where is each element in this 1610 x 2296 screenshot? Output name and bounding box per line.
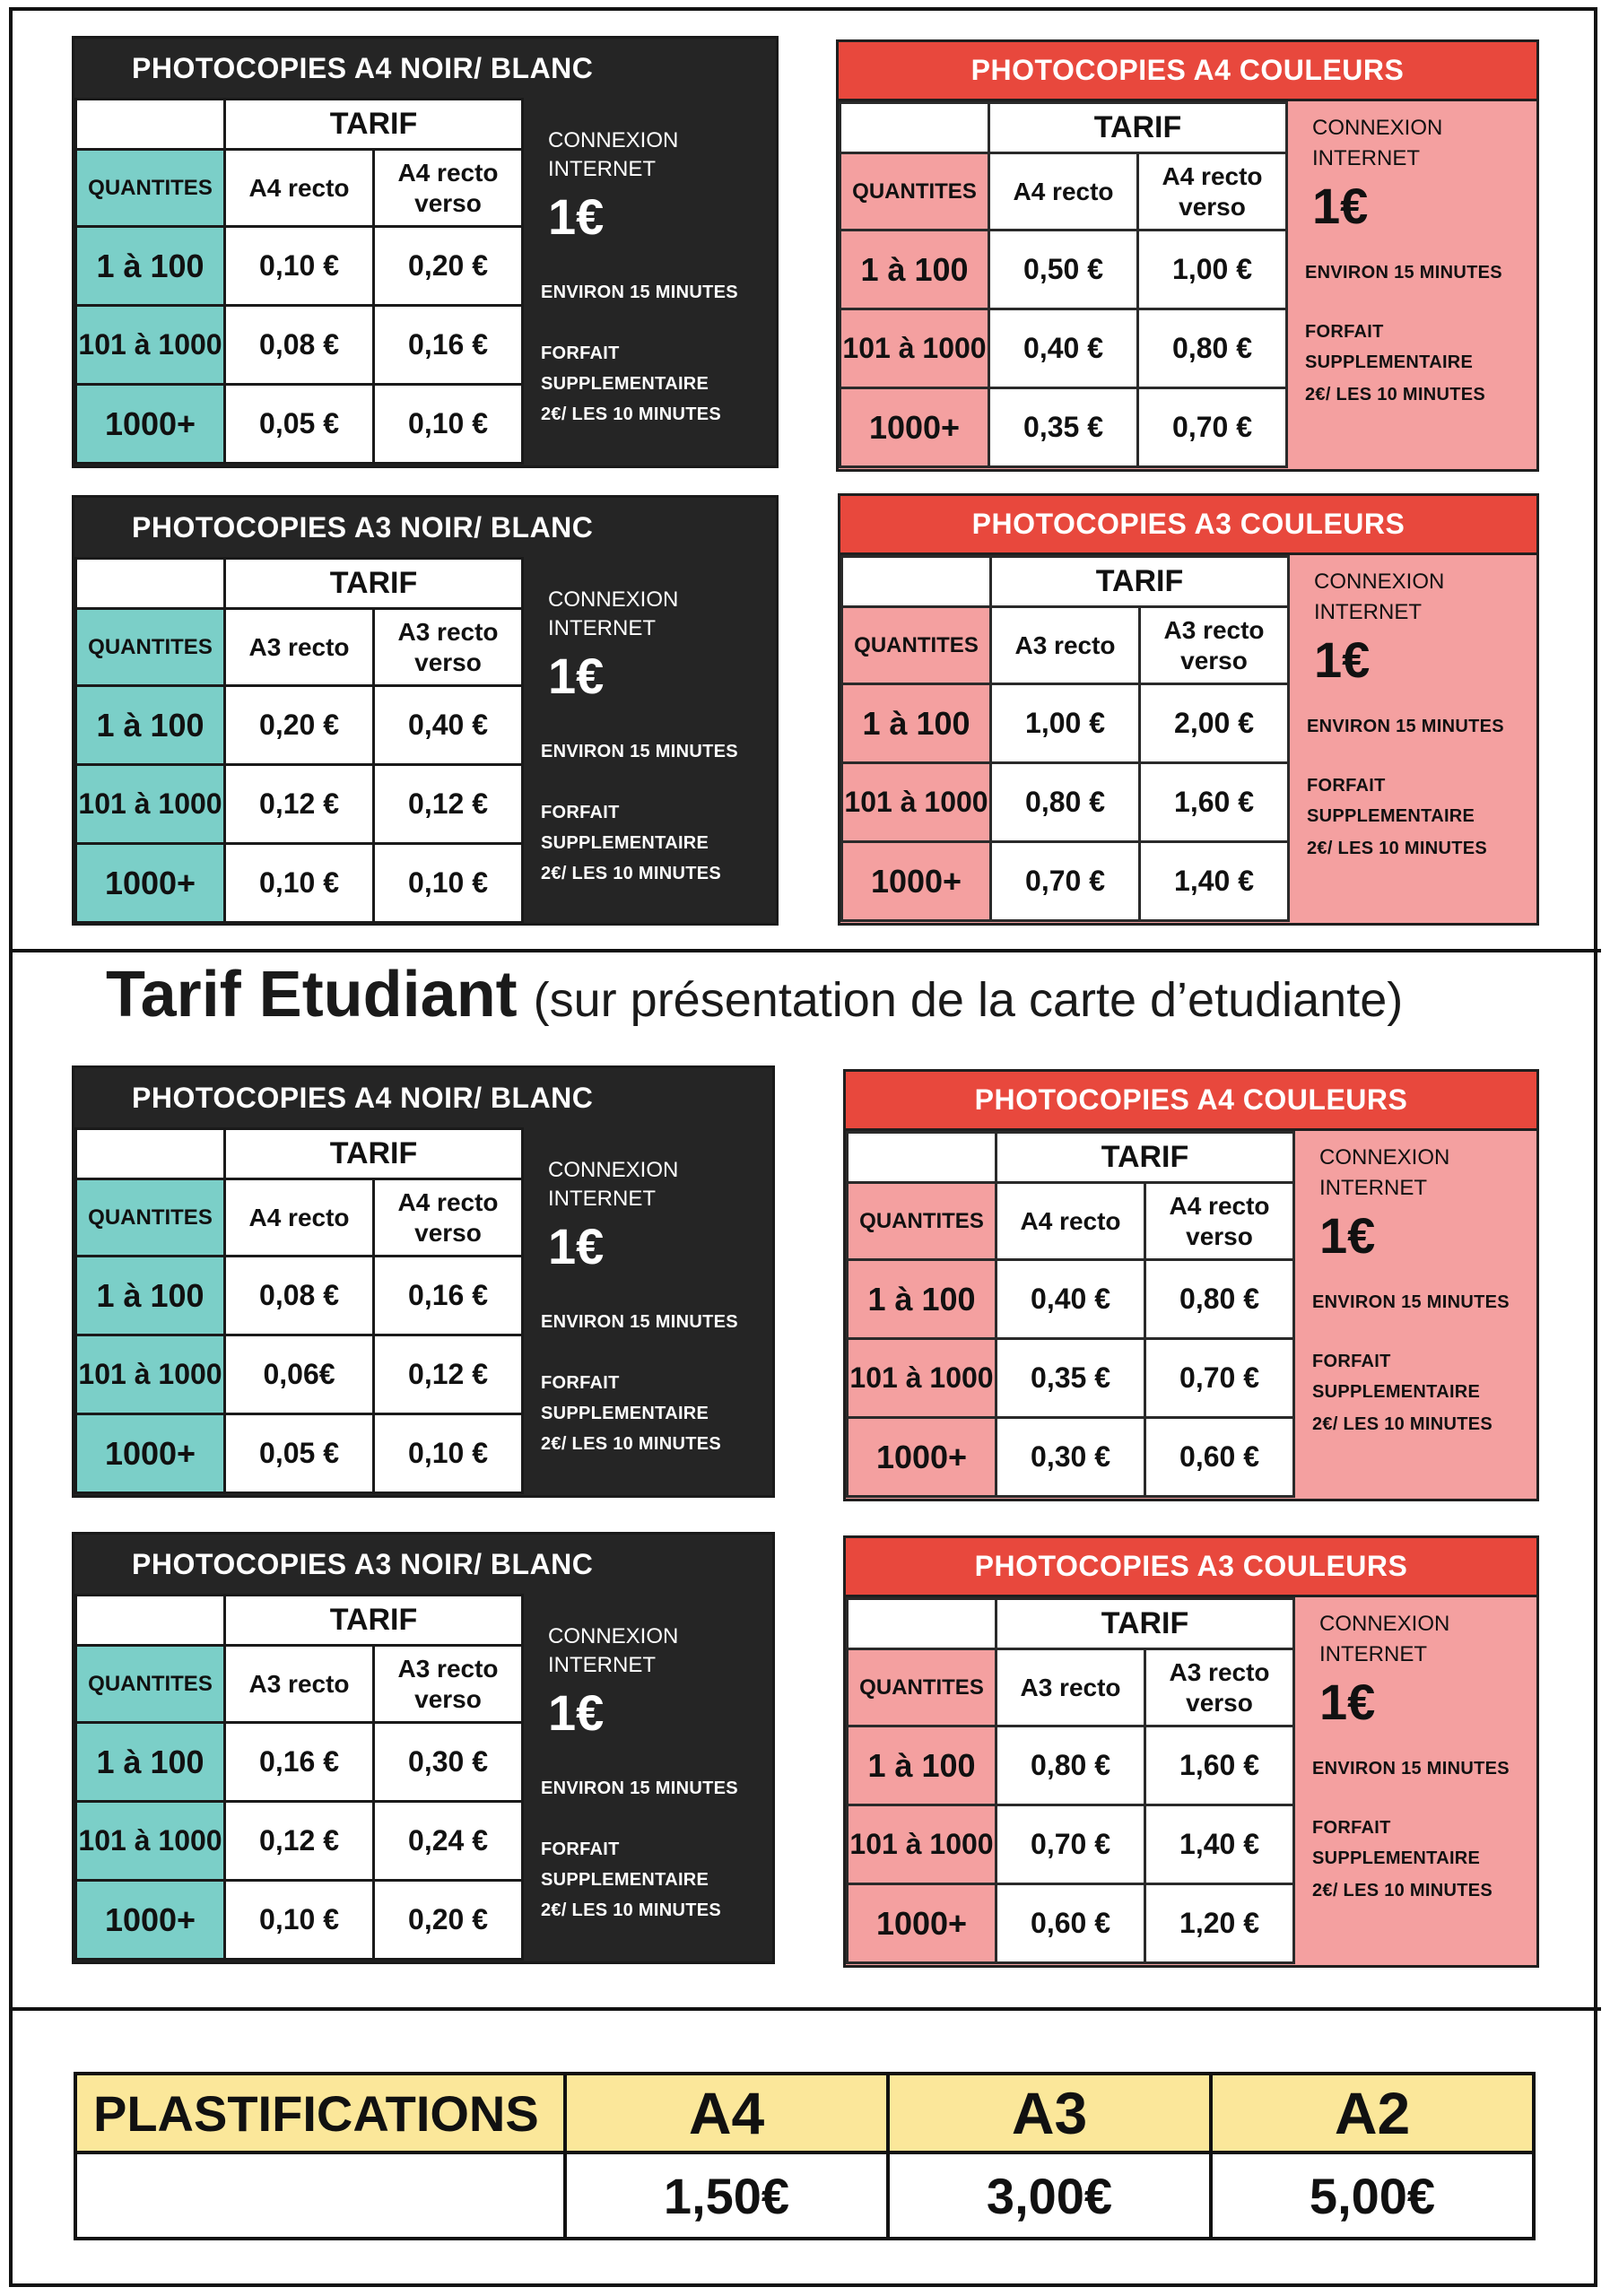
price-recto: 0,16 € [225,1723,374,1802]
price-recto-verso: 1,60 € [1145,1726,1294,1805]
plast-format-a4: A4 [565,2074,888,2152]
col-header-recto: A4 recto [225,1179,374,1257]
forfait-label: FORFAIT [541,344,620,363]
tarif-table [839,101,1288,468]
price-recto-verso: 1,40 € [1140,842,1289,921]
quantity-cell: 101 à 1000 [76,1335,225,1414]
internet-label: INTERNET [548,1653,656,1677]
student-subtitle: (sur présentation de la carte d’etudiante) [533,973,1404,1027]
price-recto-verso: 0,20 € [374,227,523,306]
price-recto: 0,70 € [991,842,1140,921]
forfait-price-label: 2€/ LES 10 MINUTES [541,1900,722,1920]
connexion-panel [521,98,776,465]
price-block-student-a3_nb [72,1532,775,1964]
supplementaire-label: SUPPLEMENTAIRE [1312,1848,1481,1868]
price-recto-verso: 0,70 € [1145,1339,1294,1418]
quantity-cell: 1000+ [842,842,991,921]
quantity-cell: 101 à 1000 [848,1805,996,1884]
block-title: PHOTOCOPIES A3 COULEURS [846,1538,1536,1597]
col-header-recto: A3 recto [991,607,1140,684]
quantites-header: QUANTITES [848,1649,996,1726]
supplementaire-label: SUPPLEMENTAIRE [541,374,709,394]
col-header-recto-verso: A3 recto verso [1140,607,1289,684]
connexion-label: CONNEXION [548,1624,679,1648]
supplementaire-label: SUPPLEMENTAIRE [1305,352,1474,372]
col-header-recto: A4 recto [996,1183,1145,1260]
block-title: PHOTOCOPIES A3 COULEURS [840,496,1536,555]
environ-label: ENVIRON 15 MINUTES [541,742,738,761]
price-recto-verso: 0,80 € [1138,309,1287,388]
col-header-recto-verso: A4 recto verso [1138,153,1287,230]
quantity-cell: 101 à 1000 [840,309,989,388]
col-header-recto-verso: A4 recto verso [374,150,523,227]
price-block-student-a4_nb [72,1065,775,1498]
col-header-recto: A3 recto [225,1646,374,1723]
quantity-cell: 101 à 1000 [842,763,991,842]
quantity-cell: 101 à 1000 [76,765,225,844]
price-recto-verso: 1,00 € [1138,230,1287,309]
connexion-panel [521,1127,772,1495]
forfait-label: FORFAIT [541,803,620,822]
block-title: PHOTOCOPIES A3 NOIR/ BLANC [132,510,594,544]
supplementaire-label: SUPPLEMENTAIRE [541,1404,709,1423]
block-title: PHOTOCOPIES A4 COULEURS [846,1072,1536,1131]
environ-label: ENVIRON 15 MINUTES [1312,1292,1510,1312]
connexion-price: 1€ [548,188,605,245]
connexion-label: CONNEXION [1312,116,1443,140]
col-header-recto: A3 recto [225,609,374,686]
forfait-label: FORFAIT [1312,1352,1391,1371]
price-recto: 0,30 € [996,1418,1145,1497]
blank-cell [842,557,991,607]
price-recto: 0,20 € [225,686,374,765]
plast-price-a3: 3,00€ [888,2152,1211,2239]
quantity-cell: 1000+ [76,385,225,464]
connexion-label: CONNEXION [548,128,679,152]
tarif-table [74,98,524,465]
student-section-title [106,958,1403,1031]
price-recto: 0,08 € [225,1257,374,1335]
connexion-price: 1€ [1319,1207,1376,1264]
price-recto: 0,70 € [996,1805,1145,1884]
quantity-cell: 1000+ [840,388,989,467]
connexion-label: CONNEXION [1319,1612,1450,1636]
quantity-cell: 1 à 100 [842,684,991,763]
price-recto-verso: 1,20 € [1145,1884,1294,1963]
forfait-price-label: 2€/ LES 10 MINUTES [541,404,722,424]
tarif-header: TARIF [991,557,1289,607]
blank-cell [76,1129,225,1179]
environ-label: ENVIRON 15 MINUTES [541,283,738,302]
price-recto: 0,35 € [989,388,1138,467]
quantites-header: QUANTITES [76,150,225,227]
forfait-label: FORFAIT [1307,776,1386,796]
plastifications-table [74,2072,1536,2240]
price-recto: 0,06€ [225,1335,374,1414]
price-recto-verso: 1,40 € [1145,1805,1294,1884]
price-recto: 0,10 € [225,844,374,923]
tarif-header: TARIF [225,1129,523,1179]
plast-price-a4: 1,50€ [565,2152,888,2239]
price-recto: 0,50 € [989,230,1138,309]
quantity-cell: 1000+ [76,1881,225,1960]
blank-cell [76,1596,225,1646]
tarif-header: TARIF [225,1596,523,1646]
quantites-header: QUANTITES [76,609,225,686]
tarif-table [74,557,524,924]
tarif-table [846,1131,1295,1498]
internet-label: INTERNET [548,157,656,181]
price-recto: 0,10 € [225,1881,374,1960]
internet-label: INTERNET [1319,1176,1427,1200]
price-recto-verso: 0,10 € [374,844,523,923]
col-header-recto-verso: A4 recto verso [1145,1183,1294,1260]
price-recto-verso: 0,60 € [1145,1418,1294,1497]
price-recto: 0,05 € [225,385,374,464]
price-recto-verso: 0,70 € [1138,388,1287,467]
environ-label: ENVIRON 15 MINUTES [541,1779,738,1798]
price-block-standard-a3_col [838,493,1539,926]
price-recto-verso: 2,00 € [1140,684,1289,763]
quantites-header: QUANTITES [76,1179,225,1257]
price-recto: 0,40 € [989,309,1138,388]
forfait-price-label: 2€/ LES 10 MINUTES [1312,1414,1493,1434]
tarif-header: TARIF [996,1133,1294,1183]
price-block-standard-a4_col [836,39,1539,472]
plast-format-a2: A2 [1211,2074,1534,2152]
price-recto: 0,12 € [225,1802,374,1881]
price-recto-verso: 0,40 € [374,686,523,765]
forfait-price-label: 2€/ LES 10 MINUTES [541,864,722,883]
forfait-label: FORFAIT [541,1839,620,1859]
price-recto-verso: 1,60 € [1140,763,1289,842]
blank-cell [840,103,989,153]
quantity-cell: 101 à 1000 [76,1802,225,1881]
price-block-standard-a4_nb [72,36,779,468]
price-recto: 0,40 € [996,1260,1145,1339]
quantity-cell: 1 à 100 [76,1257,225,1335]
tarif-header: TARIF [225,559,523,609]
quantity-cell: 1 à 100 [76,686,225,765]
price-recto-verso: 0,12 € [374,1335,523,1414]
supplementaire-label: SUPPLEMENTAIRE [541,833,709,853]
forfait-price-label: 2€/ LES 10 MINUTES [1305,385,1486,404]
connexion-panel [1285,101,1536,469]
connexion-price: 1€ [548,648,605,704]
col-header-recto: A4 recto [989,153,1138,230]
price-recto-verso: 0,10 € [374,1414,523,1493]
quantites-header: QUANTITES [840,153,989,230]
connexion-panel [1287,555,1536,923]
divider-bottom [9,2007,1601,2011]
quantity-cell: 1000+ [76,1414,225,1493]
connexion-price: 1€ [1314,631,1371,688]
forfait-price-label: 2€/ LES 10 MINUTES [541,1434,722,1454]
price-recto: 0,12 € [225,765,374,844]
price-recto: 0,08 € [225,306,374,385]
plast-blank-cell [75,2152,565,2239]
connexion-label: CONNEXION [1314,570,1445,594]
internet-label: INTERNET [548,616,656,640]
tarif-header: TARIF [996,1599,1294,1649]
quantites-header: QUANTITES [76,1646,225,1723]
connexion-label: CONNEXION [1319,1145,1450,1170]
col-header-recto-verso: A3 recto verso [374,609,523,686]
price-recto-verso: 0,30 € [374,1723,523,1802]
block-title: PHOTOCOPIES A3 NOIR/ BLANC [132,1547,594,1580]
quantity-cell: 1 à 100 [76,1723,225,1802]
forfait-label: FORFAIT [1312,1818,1391,1838]
blank-cell [76,559,225,609]
environ-label: ENVIRON 15 MINUTES [541,1312,738,1332]
price-recto-verso: 0,12 € [374,765,523,844]
tarif-table [840,555,1290,922]
tarif-header: TARIF [989,103,1287,153]
price-recto: 0,35 € [996,1339,1145,1418]
forfait-label: FORFAIT [541,1373,620,1393]
price-block-student-a3_col [843,1535,1539,1968]
quantity-cell: 1000+ [848,1884,996,1963]
quantites-header: QUANTITES [842,607,991,684]
connexion-panel [521,557,776,923]
price-block-student-a4_col [843,1069,1539,1501]
connexion-price: 1€ [1312,178,1369,234]
environ-label: ENVIRON 15 MINUTES [1305,263,1502,283]
price-recto-verso: 0,16 € [374,306,523,385]
connexion-panel [1292,1597,1536,1965]
price-recto-verso: 0,80 € [1145,1260,1294,1339]
connexion-price: 1€ [548,1218,605,1274]
forfait-price-label: 2€/ LES 10 MINUTES [1307,839,1488,858]
quantites-header: QUANTITES [848,1183,996,1260]
blank-cell [848,1133,996,1183]
tarif-table [74,1594,524,1961]
supplementaire-label: SUPPLEMENTAIRE [1312,1382,1481,1402]
block-title: PHOTOCOPIES A4 NOIR/ BLANC [132,1081,594,1114]
environ-label: ENVIRON 15 MINUTES [1312,1759,1510,1779]
connexion-label: CONNEXION [548,587,679,612]
blank-cell [848,1599,996,1649]
col-header-recto-verso: A3 recto verso [1145,1649,1294,1726]
internet-label: INTERNET [1312,146,1420,170]
plast-format-a3: A3 [888,2074,1211,2152]
blank-cell [76,100,225,150]
quantity-cell: 101 à 1000 [848,1339,996,1418]
quantity-cell: 1000+ [848,1418,996,1497]
divider-top [9,949,1601,952]
tarif-header: TARIF [225,100,523,150]
supplementaire-label: SUPPLEMENTAIRE [1307,806,1475,826]
price-recto: 0,60 € [996,1884,1145,1963]
plast-price-a2: 5,00€ [1211,2152,1534,2239]
connexion-price: 1€ [1319,1674,1376,1730]
quantity-cell: 1 à 100 [848,1726,996,1805]
forfait-label: FORFAIT [1305,322,1384,342]
internet-label: INTERNET [1314,600,1422,624]
quantity-cell: 101 à 1000 [76,306,225,385]
price-recto: 0,10 € [225,227,374,306]
quantity-cell: 1 à 100 [848,1260,996,1339]
connexion-panel [521,1594,772,1961]
price-recto-verso: 0,10 € [374,385,523,464]
price-block-standard-a3_nb [72,495,779,926]
price-recto-verso: 0,20 € [374,1881,523,1960]
student-title: Tarif Etudiant [106,959,518,1031]
quantity-cell: 1 à 100 [76,227,225,306]
quantity-cell: 1000+ [76,844,225,923]
connexion-panel [1292,1131,1536,1499]
col-header-recto: A3 recto [996,1649,1145,1726]
environ-label: ENVIRON 15 MINUTES [1307,717,1504,736]
block-title: PHOTOCOPIES A4 NOIR/ BLANC [132,51,594,84]
col-header-recto-verso: A3 recto verso [374,1646,523,1723]
tarif-table [846,1597,1295,1964]
price-recto-verso: 0,24 € [374,1802,523,1881]
quantity-cell: 1 à 100 [840,230,989,309]
price-recto: 0,80 € [991,763,1140,842]
internet-label: INTERNET [1319,1642,1427,1666]
price-recto-verso: 0,16 € [374,1257,523,1335]
internet-label: INTERNET [548,1187,656,1211]
price-recto: 0,80 € [996,1726,1145,1805]
supplementaire-label: SUPPLEMENTAIRE [541,1870,709,1890]
col-header-recto-verso: A4 recto verso [374,1179,523,1257]
forfait-price-label: 2€/ LES 10 MINUTES [1312,1881,1493,1900]
connexion-label: CONNEXION [548,1158,679,1182]
plastifications-label: PLASTIFICATIONS [75,2074,565,2152]
price-recto: 0,05 € [225,1414,374,1493]
connexion-price: 1€ [548,1684,605,1741]
col-header-recto: A4 recto [225,150,374,227]
price-recto: 1,00 € [991,684,1140,763]
block-title: PHOTOCOPIES A4 COULEURS [839,42,1536,101]
tarif-table [74,1127,524,1494]
